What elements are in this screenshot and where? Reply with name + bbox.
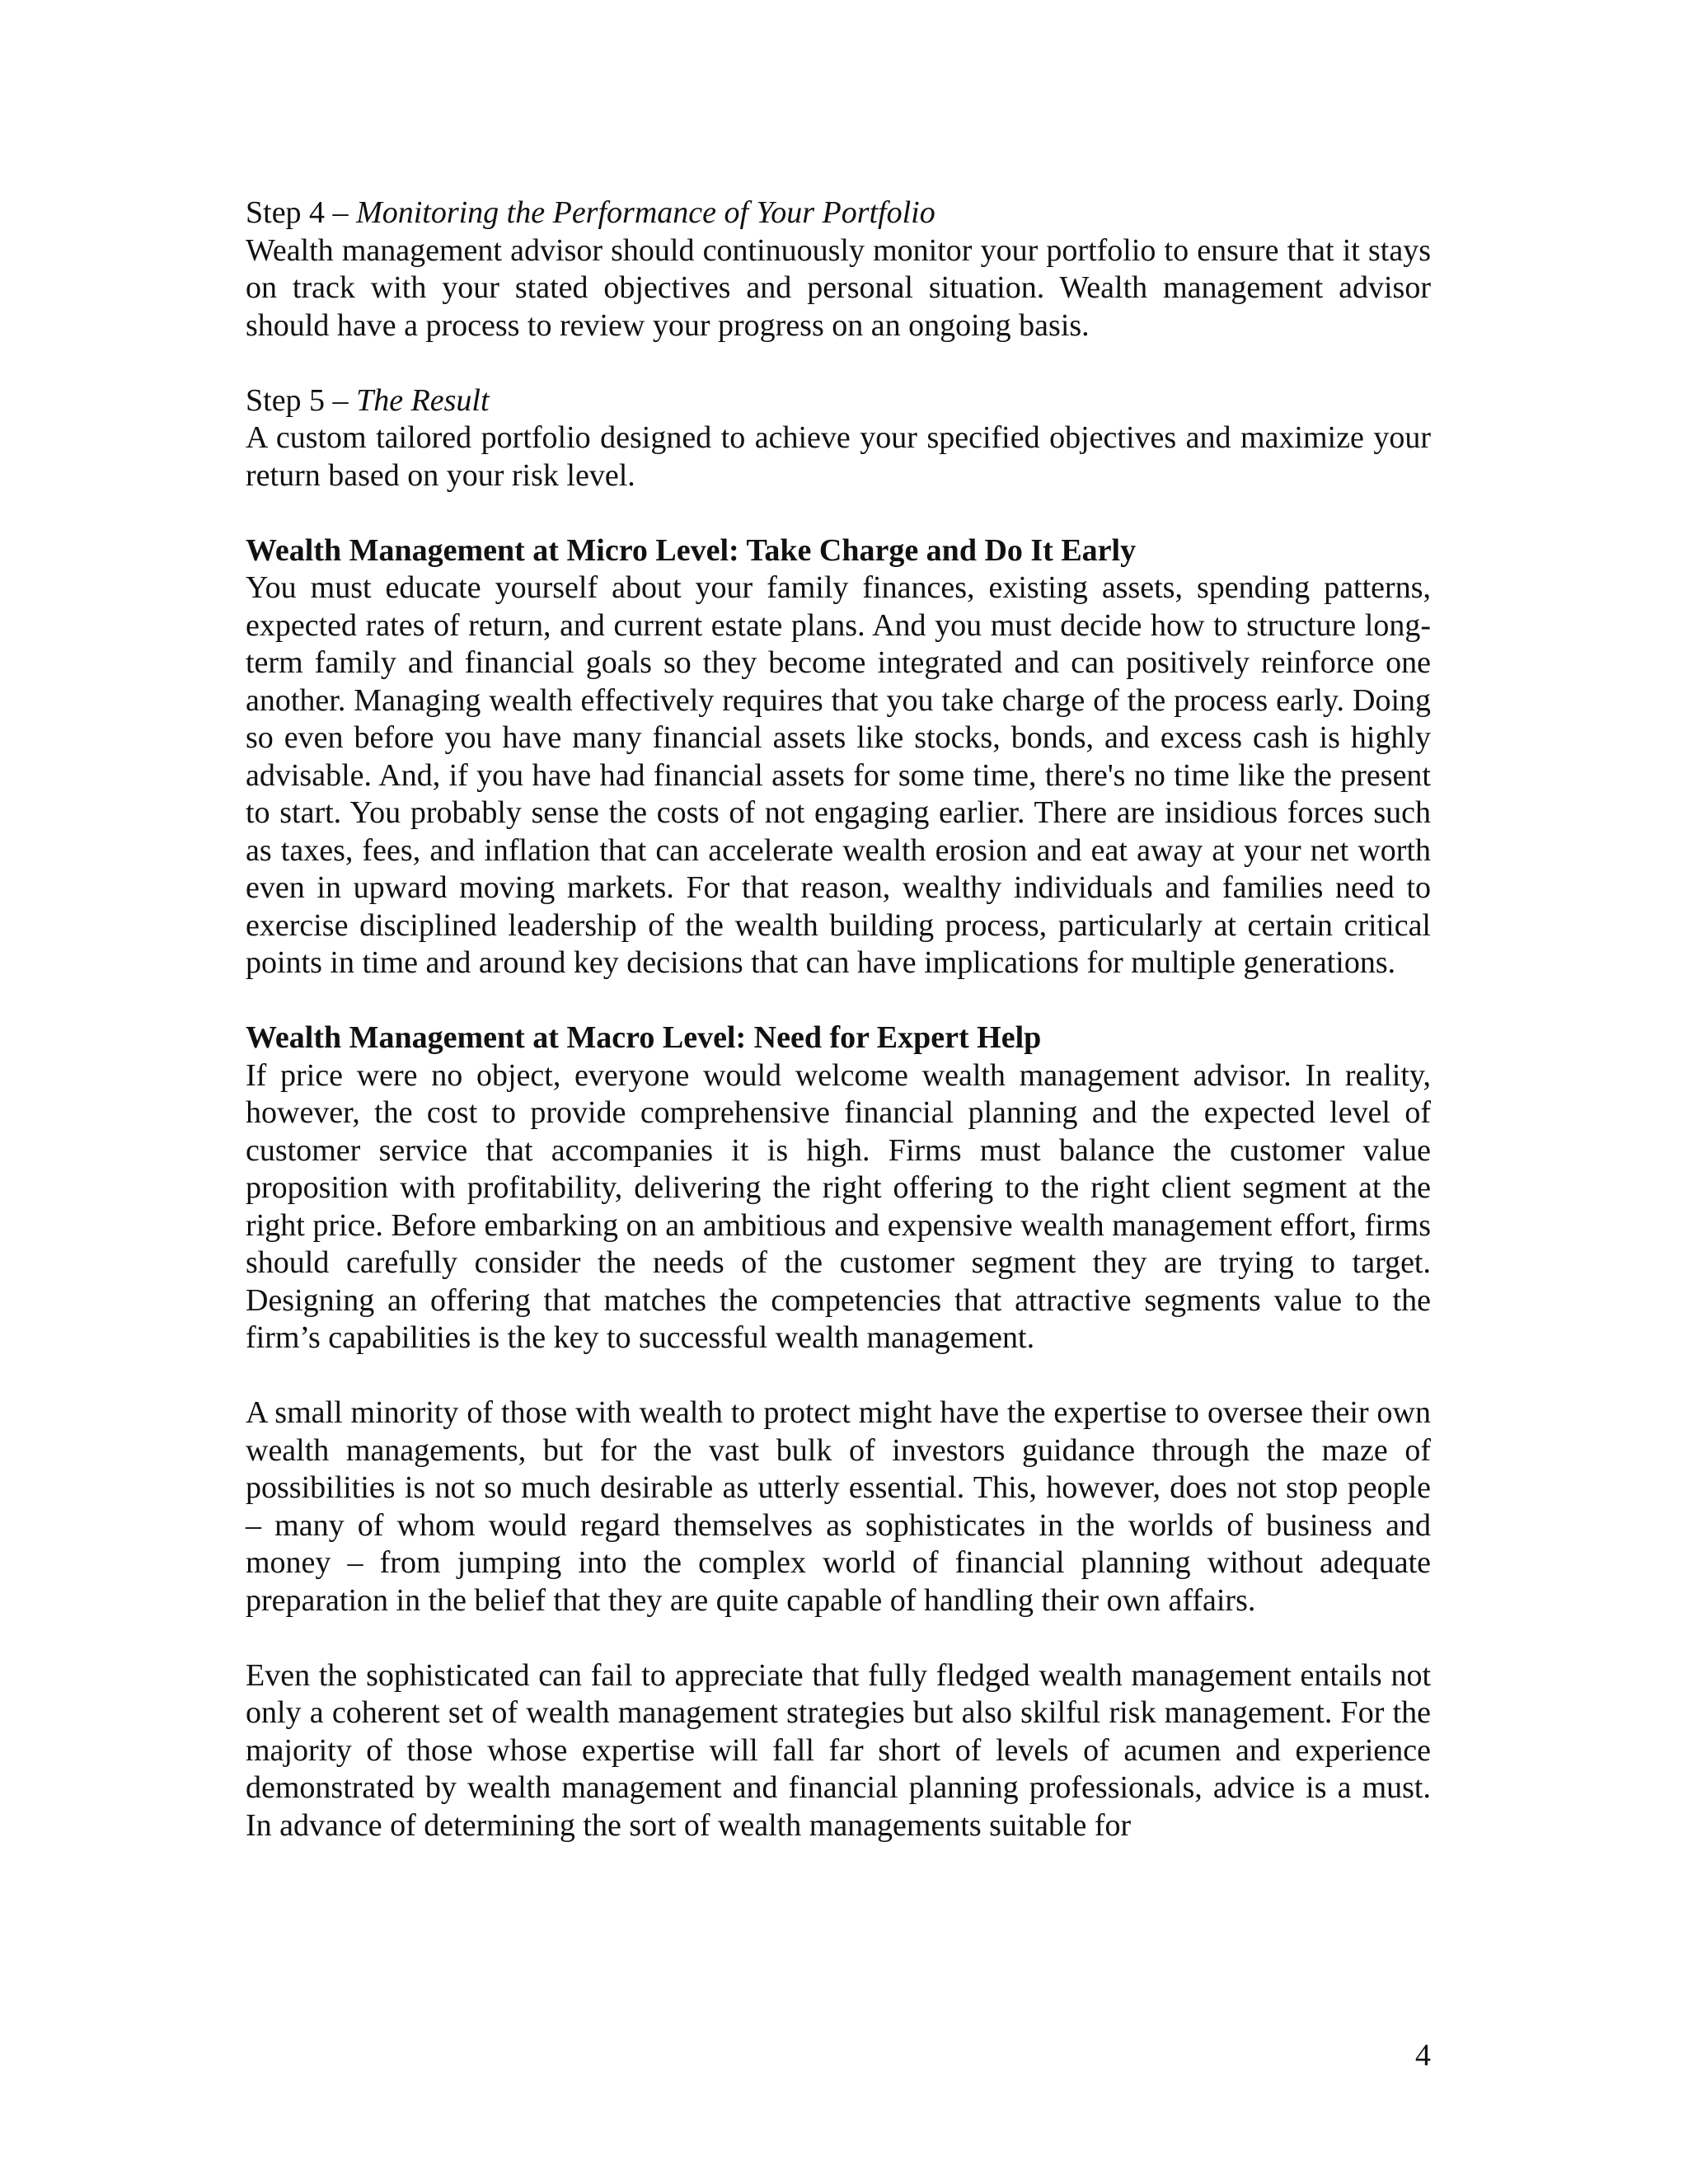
macro-level-section bbox=[246, 1019, 1431, 1357]
step-4-label: Step 4 – bbox=[246, 195, 349, 230]
micro-level-body: You must educate yourself about your family finances, existing assets, spending patterns, expected rates of return, and current estate plans. And you must decide how to structure long-term family and financial goals so they become integrated and can positively reinforce one another. Managing wealth effectively requires that you take charge of the process early. Doing so even before you have many financial assets like stocks, bonds, and excess cash is highly advisable. And, if you have had financial assets for some time, there's no time like the present to start. You probably sense the costs of not engaging earlier. There are insidious forces such as taxes, fees, and inflation that can accelerate wealth erosion and eat away at your net worth even in upward moving markets. For that reason, wealthy individuals and families need to exercise disciplined leadership of the wealth building process, particularly at certain critical points in time and around key decisions that can have implications for multiple generations. bbox=[246, 570, 1431, 980]
macro-level-heading: Wealth Management at Macro Level: Need for Expert Help bbox=[246, 1020, 1042, 1055]
step-4-title-text: Monitoring the Performance of Your Portfolio bbox=[356, 195, 935, 230]
step-5-body: A custom tailored portfolio designed to achieve your specified objectives and maximize your return based on your risk level. bbox=[246, 420, 1431, 493]
step-5-title-text: The Result bbox=[356, 382, 490, 418]
sophisticated-paragraph: Even the sophisticated can fail to appreciate that fully fledged wealth management entails not only a coherent set of wealth management strategies but also skilful risk management. For the majority of those whose expertise will fall far short of levels of acumen and experience demonstrated by wealth management and financial planning professionals, advice is a must. In advance of determining the sort of wealth managements suitable for bbox=[246, 1657, 1431, 1843]
micro-level-section bbox=[246, 532, 1431, 982]
step-4-title bbox=[246, 194, 1431, 232]
micro-level-heading: Wealth Management at Micro Level: Take Charge and Do It Early bbox=[246, 532, 1137, 568]
minority-paragraph: A small minority of those with wealth to protect might have the expertise to oversee their own wealth managements, but for the vast bulk of investors guidance through the maze of possibilities is not so much desirable as utterly essential. This, however, does not stop people – many of whom would regard themselves as sophisticates in the worlds of business and money – from jumping into the complex world of financial planning without adequate preparation in the belief that they are quite capable of handling their own affairs. bbox=[246, 1395, 1431, 1618]
step-5-label: Step 5 – bbox=[246, 382, 349, 418]
macro-level-body: If price were no object, everyone would welcome wealth management advisor. In reality, however, the cost to provide comprehensive financial planning and the expected level of customer service that accompanies it is high. Firms must balance the customer value proposition with profitability, delivering the right offering to the right client segment at the right price. Before embarking on an ambitious and expensive wealth management effort, firms should carefully consider the needs of the customer segment they are trying to target. Designing an offering that matches the competencies that attractive segments value to the firm’s capabilities is the key to successful wealth management. bbox=[246, 1057, 1431, 1355]
page-content bbox=[246, 194, 1431, 1882]
page-number: 4 bbox=[1415, 2038, 1431, 2073]
minority-paragraph-section bbox=[246, 1394, 1431, 1619]
step-5-section bbox=[246, 382, 1431, 495]
step-5-title bbox=[246, 382, 1431, 420]
step-4-section bbox=[246, 194, 1431, 344]
step-4-body: Wealth management advisor should continuously monitor your portfolio to ensure that it stays on track with your stated objectives and personal situation. Wealth management advisor should have a process to review your progress on an ongoing basis. bbox=[246, 232, 1431, 343]
sophisticated-paragraph-section bbox=[246, 1657, 1431, 1845]
